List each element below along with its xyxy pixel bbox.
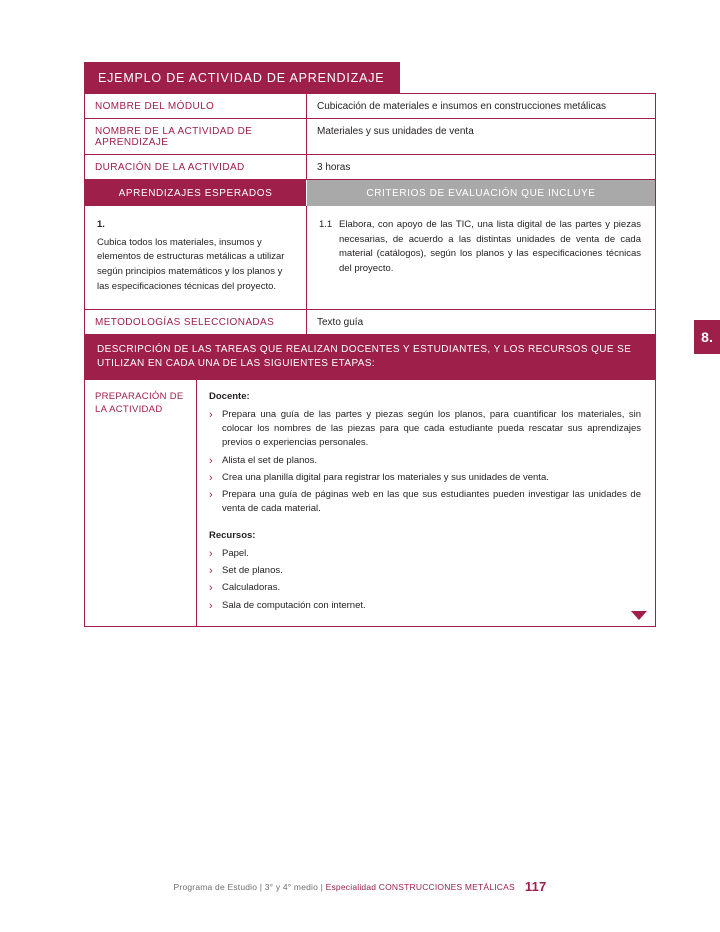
footer-specialty: Especialidad CONSTRUCCIONES METÁLICAS xyxy=(325,882,515,892)
activity-sheet xyxy=(84,62,656,627)
activity-name-value: Materiales y sus unidades de venta xyxy=(317,126,474,137)
stage-label: PREPARACIÓN DE LA ACTIVIDAD xyxy=(85,380,197,626)
activity-name-label: NOMBRE DE LA ACTIVIDAD DE APRENDIZAJE xyxy=(85,119,307,154)
list-item: › Prepara una guía de las partes y piezas según los planos, para cuantificar los materiales, sin colocar los nombres de las piezas para que cada estudiante pueda rescatar sus aprendizajes previos o experiencias personales. xyxy=(209,408,641,451)
duration-value: 3 horas xyxy=(317,162,351,173)
resources-title: Recursos: xyxy=(209,529,256,541)
list-item: › Set de planos. xyxy=(209,564,641,578)
content-row xyxy=(85,206,655,310)
criterion-text: Elabora, con apoyo de las TIC, una lista digital de las partes y piezas necesarias, de acuerdo a las distintas unidades de venta de cada material (catálogos), según los planos y las especificaciones técnicas del proyecto. xyxy=(339,219,641,275)
module-name-value: Cubicación de materiales e insumos en construcciones metálicas xyxy=(317,101,607,112)
table-row xyxy=(85,155,655,180)
learning-outcome-cell xyxy=(85,206,307,309)
description-band: DESCRIPCIÓN DE LAS TAREAS QUE REALIZAN DOCENTES Y ESTUDIANTES, Y LOS RECURSOS QUE SE UTILIZAN EN CADA UNA DE LAS SIGUIENTES ETAPAS: xyxy=(84,335,656,380)
role-title: Docente: xyxy=(209,390,250,402)
stage-section xyxy=(84,380,656,627)
module-name-label: NOMBRE DEL MÓDULO xyxy=(85,94,307,118)
page-number: 117 xyxy=(524,879,547,894)
duration-label: DURACIÓN DE LA ACTIVIDAD xyxy=(85,155,307,179)
table-row xyxy=(85,310,655,334)
sheet-title-tab: EJEMPLO DE ACTIVIDAD DE APRENDIZAJE xyxy=(84,62,400,93)
learning-outcome-text: Cubica todos los materiales, insumos y elementos de estructuras metálicas a utilizar según principios matemáticos y los planos y las especificaciones técnicas del proyecto. xyxy=(97,236,285,292)
list-item: › Alista el set de planos. xyxy=(209,454,641,468)
activity-table xyxy=(84,93,656,335)
list-item: › Prepara una guía de páginas web en las que sus estudiantes pueden investigar las unidades de venta de cada material. xyxy=(209,488,641,517)
column-headers xyxy=(85,180,655,206)
resources-list xyxy=(209,547,641,613)
list-item: › Crea una planilla digital para registrar los materiales y sus unidades de venta. xyxy=(209,471,641,485)
criterion-number: 1.1 xyxy=(319,219,333,230)
continuation-arrow-icon xyxy=(631,611,647,620)
list-item: › Sala de computación con internet. xyxy=(209,599,641,613)
methodology-value: Texto guía xyxy=(317,316,364,328)
methodology-label: METODOLOGÍAS SELECCIONADAS xyxy=(85,310,307,334)
stage-content xyxy=(197,380,655,626)
evaluation-criterion-cell xyxy=(307,206,655,309)
list-item: › Calculadoras. xyxy=(209,581,641,595)
learning-outcome-number: 1. xyxy=(97,219,105,230)
table-row xyxy=(85,119,655,155)
task-list xyxy=(209,408,641,517)
page-footer xyxy=(0,879,720,894)
footer-text: Programa de Estudio | 3° y 4° medio | xyxy=(173,882,326,892)
chapter-side-tab: 8. xyxy=(694,320,720,354)
evaluation-criteria-header: CRITERIOS DE EVALUACIÓN QUE INCLUYE xyxy=(307,180,655,206)
list-item: › Papel. xyxy=(209,547,641,561)
learning-outcomes-header: APRENDIZAJES ESPERADOS xyxy=(85,180,307,206)
table-row xyxy=(85,94,655,119)
